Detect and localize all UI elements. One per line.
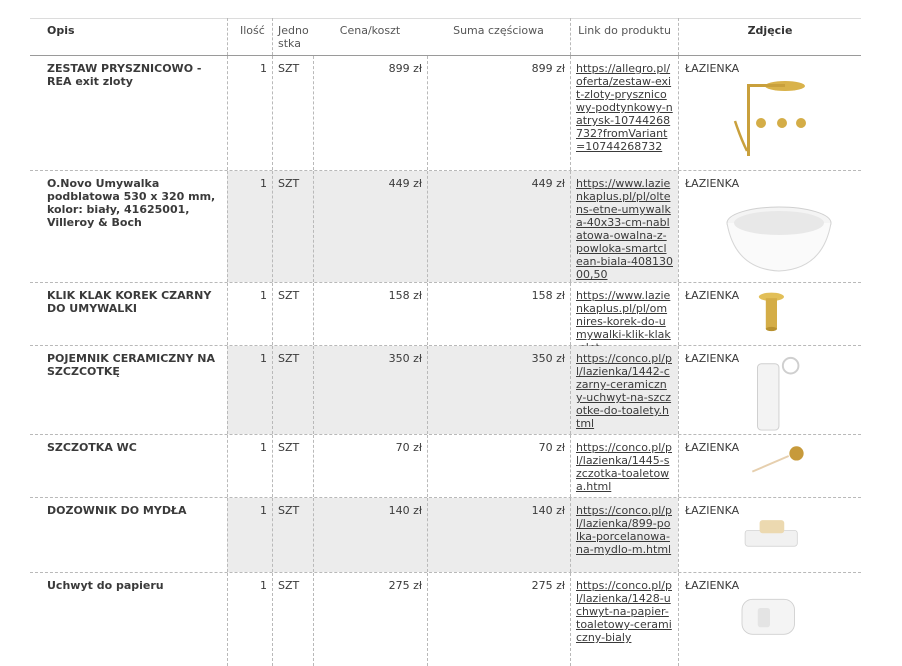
white-basin-icon	[707, 191, 847, 271]
row-unit: SZT	[272, 498, 313, 572]
row-desc: ZESTAW PRYSZNICOWO - REA exit zloty	[47, 62, 202, 88]
row-image-cell	[678, 56, 861, 170]
white-brush-holder-icon	[707, 354, 847, 432]
toilet-brush-icon	[707, 443, 847, 495]
row-desc: Uchwyt do papieru	[47, 579, 164, 592]
row-desc: DOZOWNIK DO MYDŁA	[47, 504, 187, 517]
row-room-label: ŁAZIENKA	[685, 177, 740, 190]
row-price: 449 zł	[313, 171, 427, 282]
row-unit: SZT	[272, 56, 313, 170]
row-qty: 1	[227, 283, 272, 345]
row-unit: SZT	[272, 171, 313, 282]
table-row	[30, 498, 861, 572]
row-price: 350 zł	[313, 346, 427, 434]
row-product-link[interactable]: https://conco.pl/pl/lazienka/1428-uchwyt-na-papier-toaletowy-ceramiczny-bialy	[570, 573, 678, 666]
row-image-cell	[678, 498, 861, 572]
row-sum: 70 zł	[427, 435, 570, 497]
row-qty: 1	[227, 56, 272, 170]
row-qty: 1	[227, 171, 272, 282]
row-product-link[interactable]: https://allegro.pl/oferta/zestaw-exit-zloty-prysznicowy-podtynkowy-natrysk-10744268732?fromVariant=10744268732	[570, 56, 678, 170]
gold-shower-set-icon	[707, 76, 847, 156]
row-image-cell	[678, 435, 861, 497]
row-product-link[interactable]: https://www.lazienkaplus.pl/pl/oltens-etne-umywalka-40x33-cm-nablatowa-owalna-z-powloka-smartclean-biala-40813000,50	[570, 171, 678, 282]
header-sum: Suma częściowa	[453, 24, 544, 37]
table-header	[30, 18, 861, 55]
row-sum: 140 zł	[427, 498, 570, 572]
row-price: 70 zł	[313, 435, 427, 497]
row-image-cell	[678, 346, 861, 434]
row-desc: O.Novo Umywalka podblatowa 530 x 320 mm, kolor: biały, 41625001, Villeroy & Boch	[47, 177, 216, 229]
row-desc: SZCZOTKA WC	[47, 441, 137, 454]
row-room-label: ŁAZIENKA	[685, 62, 740, 75]
row-qty: 1	[227, 346, 272, 434]
row-qty: 1	[227, 435, 272, 497]
paper-holder-icon	[707, 587, 847, 657]
header-unit	[272, 18, 313, 55]
header-unit-line2: stka	[278, 37, 301, 50]
row-qty: 1	[227, 573, 272, 666]
row-room-label: ŁAZIENKA	[685, 289, 740, 302]
header-qty: Ilość	[227, 18, 272, 55]
table-row	[30, 283, 861, 345]
row-price: 275 zł	[313, 573, 427, 666]
row-product-link[interactable]: https://www.lazienkaplus.pl/pl/omnires-korek-do-umywalki-klik-klak	[570, 283, 678, 345]
header-unit-line1: Jedno	[278, 24, 309, 37]
table-row	[30, 435, 861, 497]
row-sum: 449 zł	[427, 171, 570, 282]
row-unit: SZT	[272, 346, 313, 434]
table-row	[30, 56, 861, 170]
row-product-link[interactable]: https://conco.pl/pl/lazienka/1442-czarny-ceramiczny-uchwyt-na-szczotke-do-toalety.html	[570, 346, 678, 434]
row-price: 899 zł	[313, 56, 427, 170]
row-desc: POJEMNIK CERAMICZNY NA SZCZCOTKĘ	[47, 352, 215, 378]
row-unit: SZT	[272, 283, 313, 345]
header-price: Cena/koszt	[339, 24, 401, 37]
row-sum: 899 zł	[427, 56, 570, 170]
row-price: 158 zł	[313, 283, 427, 345]
header-desc: Opis	[47, 24, 75, 37]
header-link: Link do produktu	[570, 18, 678, 55]
row-desc: KLIK KLAK KOREK CZARNY DO UMYWALKI	[47, 289, 212, 315]
row-price: 140 zł	[313, 498, 427, 572]
row-room-label: ŁAZIENKA	[685, 504, 740, 517]
row-sum: 350 zł	[427, 346, 570, 434]
row-qty: 1	[227, 498, 272, 572]
row-unit: SZT	[272, 573, 313, 666]
row-room-label: ŁAZIENKA	[685, 441, 740, 454]
row-image-cell	[678, 283, 861, 345]
row-unit: SZT	[272, 435, 313, 497]
table-row	[30, 171, 861, 282]
row-image-cell	[678, 171, 861, 282]
row-product-link[interactable]: https://conco.pl/pl/lazienka/899-polka-porcelanowa-na-mydlo-m.html	[570, 498, 678, 572]
row-room-label: ŁAZIENKA	[685, 352, 740, 365]
table-row	[30, 573, 861, 666]
row-image-cell	[678, 573, 861, 666]
row-room-label: ŁAZIENKA	[685, 579, 740, 592]
soap-dish-icon	[707, 510, 847, 568]
row-sum: 275 zł	[427, 573, 570, 666]
header-image: Zdjęcie	[678, 18, 861, 55]
row-product-link[interactable]: https://conco.pl/pl/lazienka/1445-szczotka-toaletowa.html	[570, 435, 678, 497]
row-sum: 158 zł	[427, 283, 570, 345]
table-row	[30, 346, 861, 434]
gold-drain-plug-icon	[707, 287, 847, 343]
